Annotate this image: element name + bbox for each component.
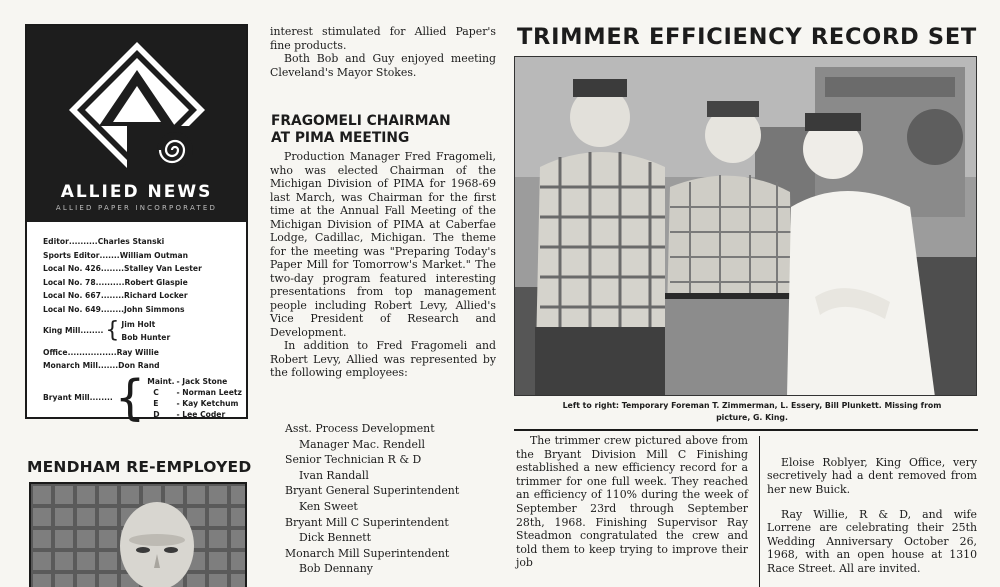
staff-name: William Outman [119, 250, 189, 260]
staff-row [43, 249, 238, 263]
brace-icon: { [114, 369, 146, 426]
staff-dots: ........ [89, 393, 113, 403]
staff-dots: ....... [97, 361, 119, 371]
bryant-mill-block [43, 369, 242, 426]
brace-icon: { [105, 318, 120, 344]
article-paragraph: interest stimulated for Allied Paper's fine products. [270, 25, 496, 52]
photo-caption [548, 400, 956, 424]
caption-line: picture, G. King. [716, 413, 788, 422]
staff-name: Robert Glaspie [124, 277, 188, 287]
employee-name: Manager Mac. Rendell [299, 437, 425, 451]
staff-role: King Mill [43, 326, 81, 336]
staff-dots: ........ [80, 326, 104, 336]
staff-role: Local No. 667 [43, 291, 101, 301]
pima-headline [271, 113, 451, 147]
column-divider [759, 436, 760, 587]
staff-row [43, 346, 238, 360]
masthead-box [25, 24, 248, 426]
brand-subtitle: ALLIED PAPER INCORPORATED [55, 204, 218, 212]
staff-directory [43, 235, 242, 426]
staff-role: Office [43, 347, 68, 357]
article-paragraph: Eloise Roblyer, King Office, very secretively had a dent removed from her new Buick. [767, 456, 977, 496]
staff-dots: ................. [67, 347, 117, 357]
staff-role: Monarch Mill [43, 361, 98, 371]
caption-line: Left to right: Temporary Foreman T. Zimmerman, L. Essery, Bill Plunkett. Missing from [562, 401, 942, 410]
bryant-mill-names [177, 376, 242, 420]
article-paragraph: Production Manager Fred Fragomeli, who was elected Chairman of the Michigan Division of PIMA for 1968-69 last March, was Chairman for the first time at the Annual Fall Meeting of the Michigan Division of PIMA at Caberfae Lodge, Cadillac, Michigan. The theme for the meeting was "Preparing Today's Paper Mill for Tomorrow's Market." The two-day program featured interesting presentations from top management people including Robert Levy, Allied's Vice President of Research and Development. [270, 150, 496, 339]
staff-name: - Kay Ketchum [176, 398, 239, 408]
employee-list [285, 421, 500, 577]
trimmer-crew-photo [514, 56, 977, 396]
staff-role: Sports Editor [43, 250, 100, 260]
headline-line: AT PIMA MEETING [271, 130, 410, 146]
king-mill-block [43, 318, 238, 345]
unit-label: Maint. [147, 376, 175, 386]
staff-dots: ........ [100, 264, 124, 274]
continued-article [270, 25, 496, 79]
staff-role: Bryant Mill [43, 393, 90, 403]
staff-row [43, 276, 238, 290]
article-paragraph: Both Bob and Guy enjoyed meeting Cleveland's Mayor Stokes. [270, 52, 496, 79]
article-paragraph: In addition to Fred Fragomeli and Robert Levy, Allied was represented by the following employees: [270, 339, 496, 379]
staff-dots: ........ [100, 291, 124, 301]
staff-name: Stalley Van Lester [123, 264, 202, 274]
staff-role: Local No. 426 [43, 264, 101, 274]
staff-name: Charles Stanski [97, 237, 165, 246]
unit-label: E [153, 398, 159, 408]
unit-label: D [153, 409, 160, 419]
staff-name: - Lee Coder [176, 409, 226, 419]
employee-title: Bryant Mill C Superintendent [285, 515, 449, 529]
article-paragraph: The trimmer crew pictured above from the Bryant Division Mill C Finishing established a new efficiency record for a trimmer for one full week. They reached an efficiency of 110% during the week of September 23rd through September 28th, 1968. Finishing Supervisor Ray Steadmon congratulated the crew and told them to keep trying to improve their job [516, 434, 748, 570]
roblyer-note [767, 456, 977, 496]
masthead-banner [27, 26, 246, 222]
staff-dots: .......... [95, 277, 125, 287]
staff-role: Local No. 78 [43, 277, 96, 287]
mendham-photo [29, 482, 247, 587]
employee-title: Monarch Mill Superintendent [285, 546, 450, 560]
employee-name: Ken Sweet [299, 499, 358, 513]
portrait-photo-icon [31, 484, 247, 587]
willie-note [767, 508, 977, 575]
employee-name: Ivan Randall [299, 468, 369, 482]
staff-name: Ray Willie [116, 347, 159, 357]
headline-line: FRAGOMELI CHAIRMAN [271, 113, 451, 129]
mendham-headline: MENDHAM RE-EMPLOYED [27, 458, 252, 476]
group-photo-icon [515, 57, 977, 396]
staff-dots: ........ [100, 304, 124, 314]
staff-name: John Simmons [123, 304, 185, 314]
unit-label: C [153, 387, 159, 397]
employee-name: Bob Dennany [299, 562, 373, 576]
employee-title: Asst. Process Development [285, 422, 435, 435]
staff-role: Local No. 649 [43, 304, 101, 314]
staff-name: Don Rand [118, 361, 160, 371]
staff-row [43, 262, 238, 276]
employee-title: Senior Technician R & D [285, 453, 422, 467]
staff-name: Richard Locker [123, 291, 188, 301]
staff-name: Bob Hunter [121, 333, 171, 343]
allied-logo-icon [67, 40, 207, 180]
pima-article [270, 150, 496, 380]
staff-name: - Jack Stone [176, 376, 228, 386]
trimmer-article [516, 434, 748, 570]
staff-row [43, 235, 238, 249]
employee-name: Dick Bennett [299, 531, 372, 545]
king-mill-names [121, 318, 170, 345]
staff-dots: ....... [99, 250, 120, 260]
staff-role: Editor [43, 237, 69, 246]
employee-title: Bryant General Superintendent [285, 484, 460, 498]
staff-row [43, 289, 238, 303]
staff-row [43, 303, 238, 317]
staff-dots: .......... [68, 237, 98, 246]
staff-name: - Norman Leetz [176, 387, 242, 397]
article-paragraph: Ray Willie, R & D, and wife Lorrene are celebrating their 25th Wedding Anniversary October 26, 1968, with an open house at 1310 Race Street. All are invited. [767, 508, 977, 575]
bryant-mill-units [147, 376, 174, 420]
page-title: TRIMMER EFFICIENCY RECORD SET [517, 24, 977, 50]
brand-name: ALLIED NEWS [60, 182, 213, 202]
staff-name: Jim Holt [121, 319, 156, 329]
divider [514, 429, 978, 431]
